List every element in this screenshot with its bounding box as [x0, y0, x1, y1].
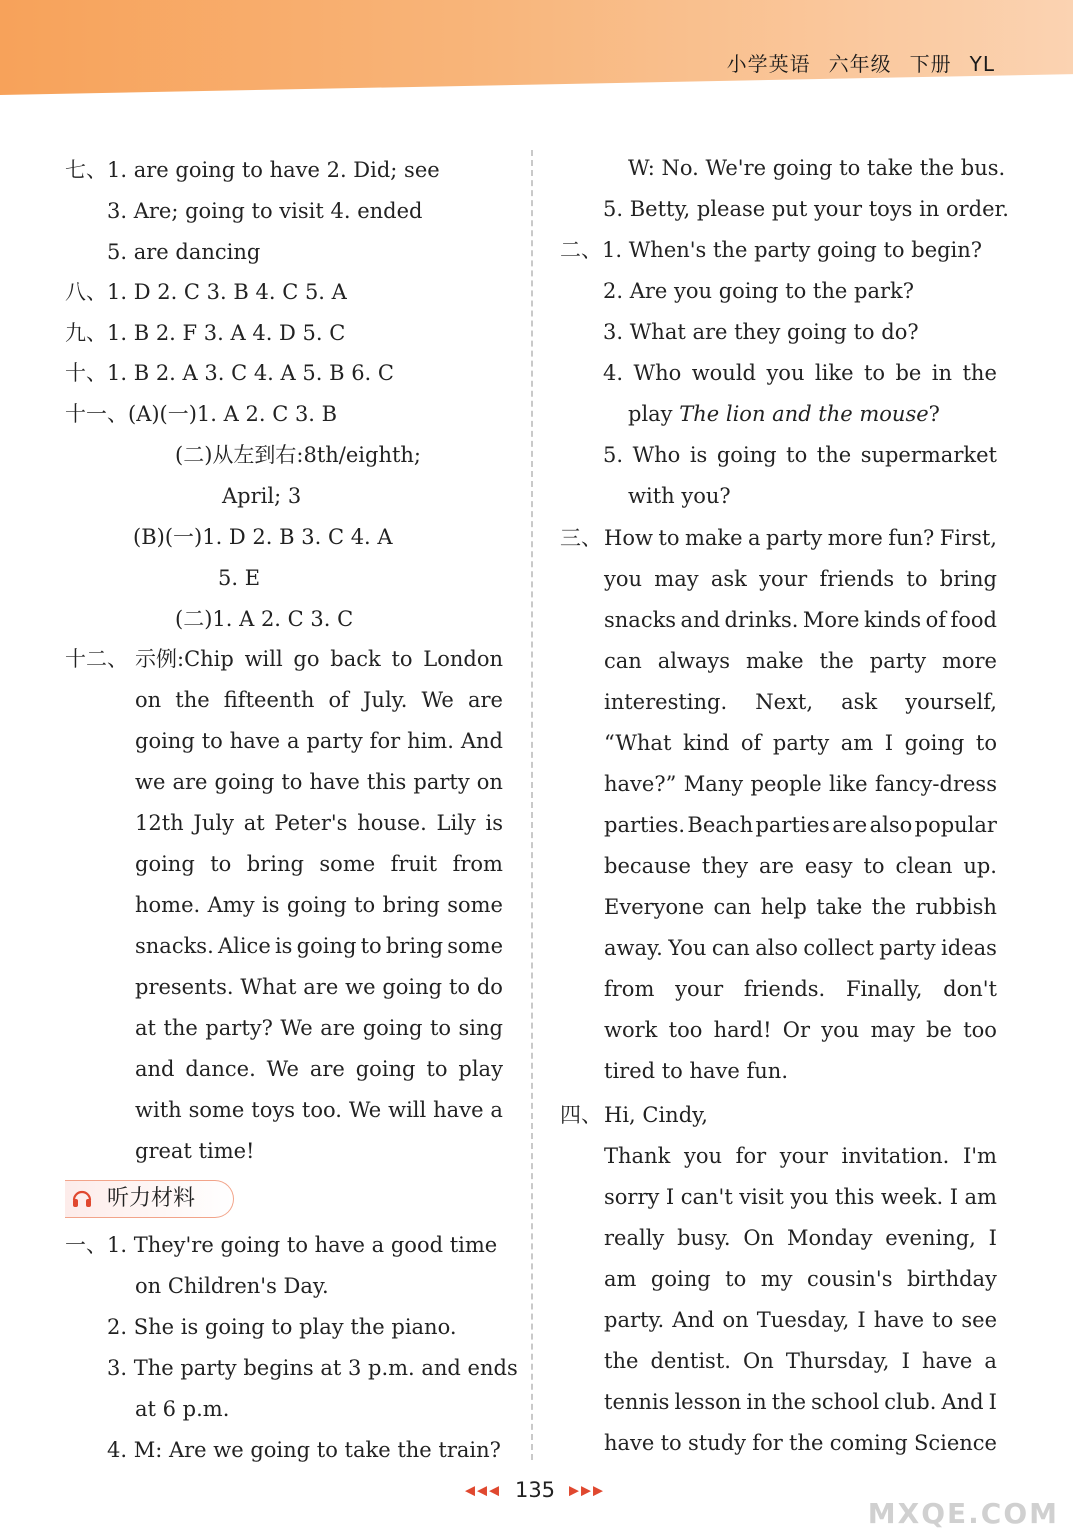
q4-line: have to study for the coming Science [604, 1431, 997, 1455]
q12-line: with some toys too. We will have a [135, 1098, 503, 1122]
listening-q2-line2: 2. Are you going to the park? [603, 279, 914, 303]
q12-line: going to bring some fruit from [135, 852, 503, 876]
play-title: The lion and the mouse [679, 402, 929, 426]
q12-line: snacks. Alice is going to bring some [135, 934, 503, 958]
q12-line: presents. What are we going to do [135, 975, 503, 999]
q3-line: have?” Many people like fancy-dress [604, 772, 997, 796]
column-divider [531, 150, 533, 1460]
listening-q1-line3: 2. She is going to play the piano. [107, 1315, 457, 1339]
q12-line: on the fifteenth of July. We are [135, 688, 503, 712]
q3-line: snacks and drinks. More kinds of food [604, 608, 997, 632]
q3-line: Everyone can help take the rubbish [604, 895, 997, 919]
answer-q8: 八、1. D 2. C 3. B 4. C 5. A [65, 280, 347, 304]
prev-arrows-icon: ◀◀◀ [464, 1483, 501, 1499]
answer-q11-line4: (B)(一)1. D 2. B 3. C 4. A [133, 525, 393, 549]
listening-material-label: 听力材料 [107, 1186, 196, 1211]
q3-line: you may ask your friends to bring [604, 567, 997, 591]
page-number: 135 [514, 1478, 556, 1502]
header-volume: 下册 [909, 52, 952, 76]
header-grade: 六年级 [828, 52, 892, 76]
listening-q3-label: 三、 [560, 526, 602, 550]
q12-line: at the party? We are going to sing [135, 1016, 503, 1040]
q4-line: the dentist. On Thursday, I have a [604, 1349, 997, 1373]
listening-q2-line3: 3. What are they going to do? [603, 320, 919, 344]
listening-q1-line4: 3. The party begins at 3 p.m. and ends [107, 1356, 518, 1380]
q4-line: am going to my cousin's birthday [604, 1267, 997, 1291]
listening-material-tag [65, 1180, 234, 1218]
answer-q11-line1: 十一、(A)(一)1. A 2. C 3. B [65, 402, 338, 426]
header-subject: 小学英语 [726, 52, 811, 76]
next-arrows-icon: ▶▶▶ [569, 1483, 606, 1499]
q3-line: work too hard! Or you may be too [604, 1018, 997, 1042]
listening-q4-label: 四、 [560, 1103, 602, 1127]
q4-line: Thank you for your invitation. I'm [604, 1144, 997, 1168]
q3-line: can always make the party more [604, 649, 997, 673]
q3-line: from your friends. Finally, don't [604, 977, 997, 1001]
q12-line: 示例:Chip will go back to London [135, 647, 503, 671]
answer-q11-line3: April; 3 [222, 484, 302, 508]
listening-q1-line6: 4. M: Are we going to take the train? [107, 1438, 501, 1462]
answer-q10: 十、1. B 2. A 3. C 4. A 5. B 6. C [65, 361, 394, 385]
q3-line: tired to have fun. [604, 1059, 789, 1083]
listening-q1-line2: on Children's Day. [135, 1274, 329, 1298]
q3-line: because they are easy to clean up. [604, 854, 997, 878]
q4-line: sorry I can't visit you this week. I am [604, 1185, 997, 1209]
q4-line: party. And on Tuesday, I have to see [604, 1308, 997, 1332]
listening-q2-line1: 二、1. When's the party going to begin? [560, 238, 983, 262]
q3-line: interesting. Next, ask yourself, [604, 690, 997, 714]
listening-q2-line4: 4. Who would you like to be in the [603, 361, 997, 385]
listening-q2-line5 [628, 399, 940, 429]
q12-line: 12th July at Peter's house. Lily is [135, 811, 503, 835]
answer-q7-line1: 七、1. are going to have 2. Did; see [65, 158, 440, 182]
q3-line: How to make a party more fun? First, [604, 526, 997, 550]
q3-line: “What kind of party am I going to [604, 731, 997, 755]
listening-q1-line1: 一、1. They're going to have a good time [65, 1233, 498, 1257]
book-header [709, 48, 995, 77]
listening-top-line1: W: No. We're going to take the bus. [628, 156, 1006, 180]
answer-q9: 九、1. B 2. F 3. A 4. D 5. C [65, 321, 346, 345]
q3-line: away. You can also collect party ideas [604, 936, 997, 960]
page-footer [450, 1478, 620, 1510]
listening-q2-line6: 5. Who is going to the supermarket [603, 443, 997, 467]
q12-line: going to have a party for him. And [135, 729, 503, 753]
answer-q11-line2: (二)从左到右:8th/eighth; [175, 443, 422, 467]
answer-q7-line3: 5. are dancing [107, 240, 261, 264]
listening-top-line2: 5. Betty, please put your toys in order. [603, 197, 1009, 221]
q12-line: home. Amy is going to bring some [135, 893, 503, 917]
header-edition: YL [969, 52, 995, 76]
headphones-icon [71, 1187, 93, 1209]
answer-q12-label: 十二、 [65, 647, 128, 671]
play-word: play [628, 402, 673, 426]
answer-q11-line5: 5. E [218, 566, 261, 590]
answer-q11-line6: (二)1. A 2. C 3. C [175, 607, 354, 631]
q4-line: Hi, Cindy, [604, 1103, 708, 1127]
answer-q7-line2: 3. Are; going to visit 4. ended [107, 199, 423, 223]
q12-line: great time! [135, 1139, 255, 1163]
listening-q1-line5: at 6 p.m. [135, 1397, 230, 1421]
q4-line: tennis lesson in the school club. And I [604, 1390, 997, 1414]
listening-q2-line7: with you? [628, 484, 731, 508]
play-question-mark: ? [928, 402, 940, 426]
q12-line: we are going to have this party on [135, 770, 503, 794]
q12-line: and dance. We are going to play [135, 1057, 503, 1081]
watermark: MXQE.COM [867, 1497, 1059, 1530]
q3-line: parties. Beach parties are also popular [604, 813, 997, 837]
q4-line: really busy. On Monday evening, I [604, 1226, 997, 1250]
